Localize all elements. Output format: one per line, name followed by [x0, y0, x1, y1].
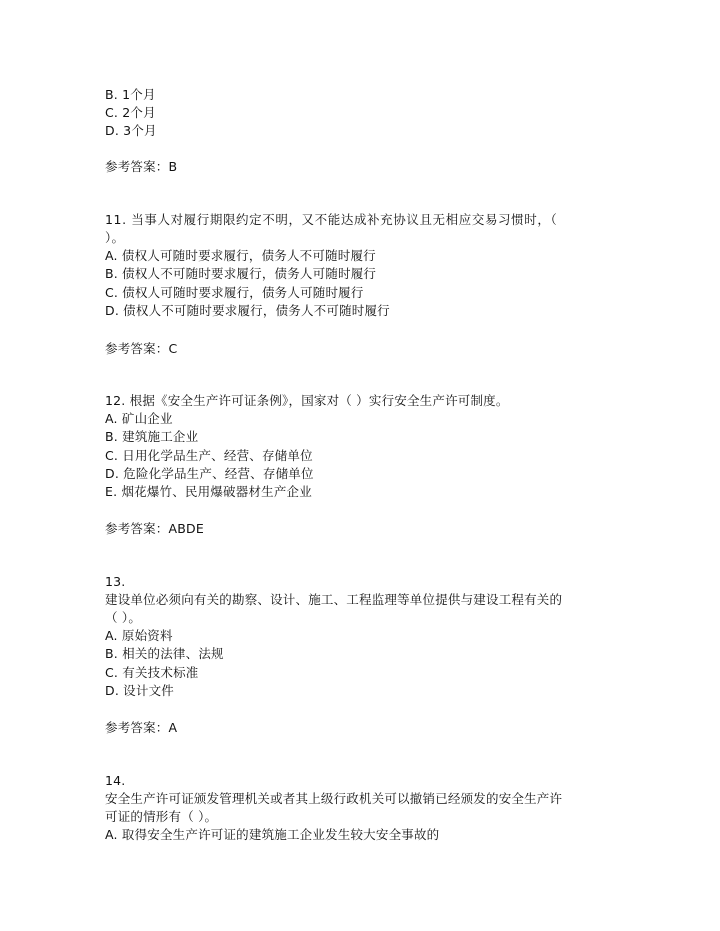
- q12-stem-line-1: 12. 根据《安全生产许可证条例》，国家对（ ）实行安全生产许可制度。: [105, 393, 509, 408]
- q10-option-c: C. 2个月: [105, 105, 156, 120]
- q12-option-c: C. 日用化学品生产、经营、存储单位: [105, 448, 313, 463]
- q13-option-c: C. 有关技术标准: [105, 665, 199, 680]
- q11-stem-line-2: ）。: [105, 230, 125, 245]
- q10-option-d: D. 3个月: [105, 123, 157, 138]
- q11-option-c: C. 债权人可随时要求履行，债务人可随时履行: [105, 285, 364, 300]
- q12-answer: 参考答案：ABDE: [105, 521, 204, 536]
- q12-option-a: A. 矿山企业: [105, 411, 173, 426]
- q10-answer: 参考答案：B: [105, 159, 178, 174]
- q13-option-d: D. 设计文件: [105, 683, 174, 698]
- q11-answer: 参考答案：C: [105, 341, 178, 356]
- q13-number: 13.: [105, 574, 126, 589]
- q11-option-d: D. 债权人不可随时要求履行，债务人不可随时履行: [105, 303, 390, 318]
- q11-option-a: A. 债权人可随时要求履行，债务人不可随时履行: [105, 248, 376, 263]
- q13-stem-line-2: （ ）。: [105, 610, 142, 625]
- q13-answer: 参考答案：A: [105, 720, 178, 735]
- q13-option-b: B. 相关的法律、法规: [105, 646, 224, 661]
- q11-stem-line-1: 11. 当事人对履行期限约定不明，又不能达成补充协议且无相应交易习惯时，（: [105, 212, 558, 227]
- q11-option-b: B. 债权人不可随时要求履行，债务人可随时履行: [105, 266, 377, 281]
- q13-stem-line-1: 建设单位必须向有关的勘察、设计、施工、工程监理等单位提供与建设工程有关的: [105, 592, 563, 607]
- q12-option-b: B. 建筑施工企业: [105, 429, 199, 444]
- q14-number: 14.: [105, 773, 126, 788]
- q14-stem-line-2: 可证的情形有（ ）。: [105, 809, 218, 824]
- q12-option-d: D. 危险化学品生产、经营、存储单位: [105, 466, 314, 481]
- q14-option-a: A. 取得安全生产许可证的建筑施工企业发生较大安全事故的: [105, 827, 440, 842]
- q13-option-a: A. 原始资料: [105, 628, 173, 643]
- q12-option-e: E. 烟花爆竹、民用爆破器材生产企业: [105, 484, 312, 499]
- q14-stem-line-1: 安全生产许可证颁发管理机关或者其上级行政机关可以撤销已经颁发的安全生产许: [105, 791, 563, 806]
- q10-option-b: B. 1个月: [105, 87, 156, 102]
